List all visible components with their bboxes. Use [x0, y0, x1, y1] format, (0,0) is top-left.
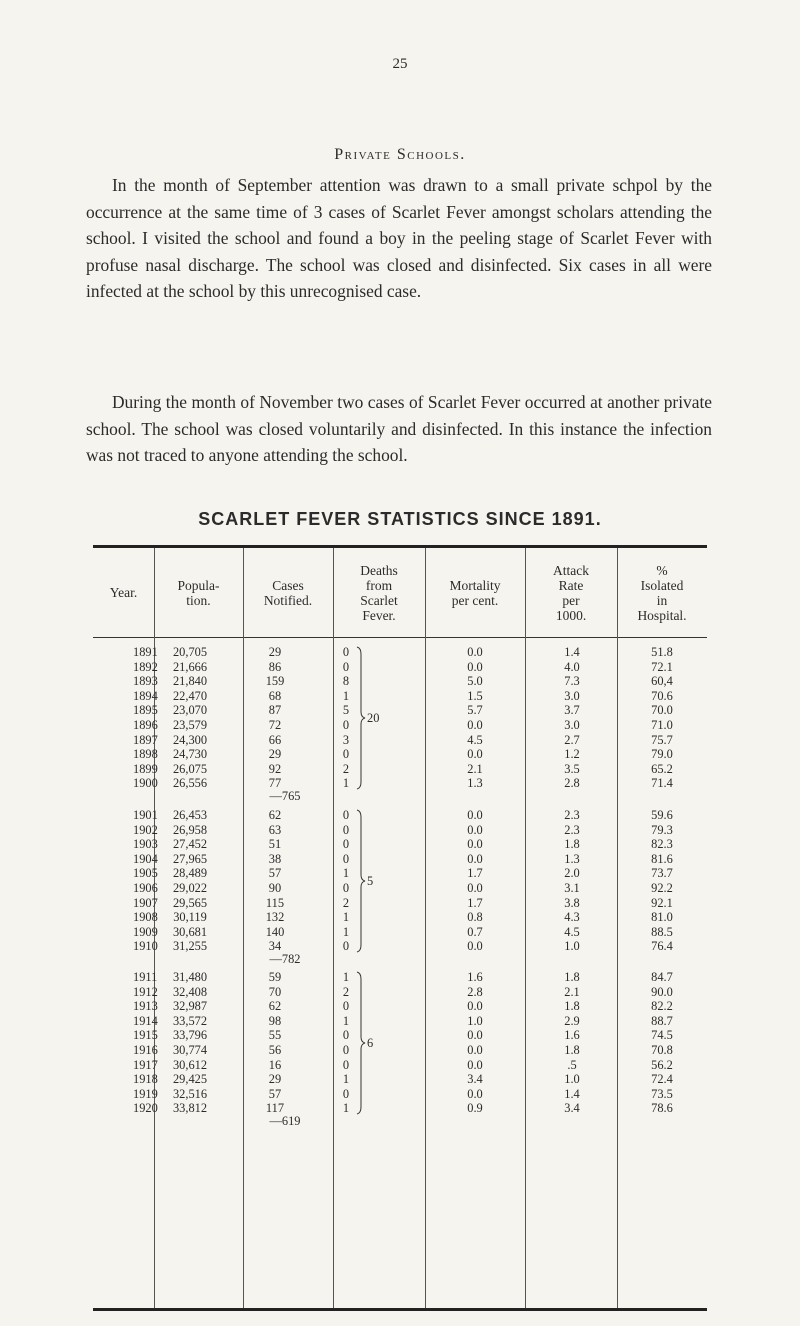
cell-mortality: 4.5 [467, 732, 483, 747]
deaths-group-total: 5 [367, 874, 374, 888]
cell-mortality: 0.9 [467, 1101, 483, 1116]
cell-mortality: 0.0 [467, 1086, 483, 1101]
cell-population: 29,425 [172, 1072, 208, 1087]
cell-attack-rate: 2.1 [564, 984, 580, 999]
cell-deaths: 1 [342, 1013, 350, 1028]
cell-isolated: 74.5 [651, 1028, 673, 1043]
cell-mortality: 3.4 [467, 1072, 483, 1087]
cell-population: 21,666 [172, 659, 208, 674]
column-divider [333, 548, 334, 1308]
cell-isolated: 60,4 [651, 674, 673, 689]
page-number: 25 [392, 56, 408, 72]
cell-deaths: 8 [342, 674, 350, 689]
cell-population: 27,965 [172, 851, 208, 866]
cell-isolated: 88.5 [651, 924, 673, 939]
cell-cases-notified: 90 [268, 881, 282, 895]
cell-attack-rate: 1.0 [564, 939, 580, 954]
cell-isolated: 82.3 [651, 837, 673, 852]
cell-attack-rate: 3.5 [564, 761, 580, 776]
cell-attack-rate: 3.1 [564, 881, 580, 895]
cell-cases-notified: 59 [268, 970, 282, 984]
cell-cases-notified: 117 [265, 1101, 285, 1116]
cell-population: 24,300 [172, 732, 208, 747]
cell-isolated: 56.2 [651, 1057, 673, 1072]
cell-cases-notified: 72 [268, 718, 282, 732]
cell-attack-rate: 1.0 [564, 1072, 580, 1087]
cell-cases-notified: 98 [268, 1013, 282, 1028]
cell-isolated: 71.4 [651, 776, 673, 791]
cell-year: 1903 [133, 837, 158, 852]
cell-deaths: 0 [342, 999, 350, 1014]
cell-isolated: 92.2 [651, 881, 673, 895]
cell-mortality: 5.0 [467, 674, 483, 689]
cell-cases-notified: 62 [268, 999, 282, 1014]
cell-cases-notified: 115 [265, 895, 285, 910]
cell-cases-notified: 159 [265, 674, 285, 689]
cell-cases-notified: 38 [268, 851, 282, 866]
cases-subtotal: —619 [269, 1114, 301, 1128]
cell-year: 1907 [133, 895, 158, 910]
cell-population: 24,730 [172, 747, 208, 762]
cell-mortality: 0.0 [467, 1043, 483, 1057]
deaths-group-brace [356, 971, 366, 1115]
cell-cases-notified: 66 [268, 732, 282, 747]
cell-isolated: 78.6 [651, 1101, 673, 1116]
cell-deaths: 1 [342, 1072, 350, 1087]
cell-mortality: 2.8 [467, 984, 483, 999]
cell-mortality: 2.1 [467, 761, 483, 776]
header-deaths: Deaths from Scarlet Fever. [360, 562, 398, 623]
cell-deaths: 0 [342, 645, 350, 659]
cell-deaths: 0 [342, 808, 350, 822]
cell-year: 1919 [133, 1086, 158, 1101]
cell-mortality: 0.0 [467, 659, 483, 674]
cell-cases-notified: 29 [268, 645, 282, 659]
cell-deaths: 1 [342, 924, 350, 939]
cases-subtotal: —765 [269, 789, 301, 803]
cell-isolated: 72.1 [651, 659, 673, 674]
cell-mortality: 1.0 [467, 1013, 483, 1028]
cell-cases-notified: 92 [268, 761, 282, 776]
cell-isolated: 73.5 [651, 1086, 673, 1101]
cell-attack-rate: 2.0 [564, 866, 580, 881]
cell-isolated: 76.4 [651, 939, 673, 954]
cell-deaths: 0 [342, 1057, 350, 1072]
cell-mortality: 1.5 [467, 688, 483, 703]
cell-deaths: 0 [342, 822, 350, 837]
cell-mortality: 1.7 [467, 895, 483, 910]
cell-isolated: 72.4 [651, 1072, 673, 1087]
cell-population: 26,453 [172, 808, 208, 822]
cell-cases-notified: 34 [268, 939, 282, 954]
cell-isolated: 75.7 [651, 732, 673, 747]
cell-year: 1918 [133, 1072, 158, 1087]
cell-isolated: 71.0 [651, 718, 673, 732]
cell-deaths: 0 [342, 1086, 350, 1101]
cell-mortality: 0.0 [467, 999, 483, 1014]
cell-population: 23,070 [172, 703, 208, 718]
cell-year: 1916 [133, 1043, 158, 1057]
column-divider [243, 548, 244, 1308]
cell-attack-rate: 3.8 [564, 895, 580, 910]
cell-deaths: 5 [342, 703, 350, 718]
cell-population: 26,958 [172, 822, 208, 837]
cell-isolated: 65.2 [651, 761, 673, 776]
cell-year: 1900 [133, 776, 158, 791]
cell-population: 31,255 [172, 939, 208, 954]
cell-deaths: 1 [342, 910, 350, 925]
cell-year: 1901 [133, 808, 158, 822]
cell-isolated: 81.0 [651, 910, 673, 925]
cell-year: 1913 [133, 999, 158, 1014]
cell-population: 26,075 [172, 761, 208, 776]
cell-mortality: 0.7 [467, 924, 483, 939]
cell-mortality: 0.0 [467, 881, 483, 895]
cell-deaths: 0 [342, 659, 350, 674]
cell-population: 29,022 [172, 881, 208, 895]
cell-isolated: 82.2 [651, 999, 673, 1014]
cell-deaths: 0 [342, 881, 350, 895]
cell-attack-rate: 4.3 [564, 910, 580, 925]
cell-attack-rate: 1.8 [564, 1043, 580, 1057]
cell-year: 1899 [133, 761, 158, 776]
cell-population: 30,681 [172, 924, 208, 939]
cell-year: 1902 [133, 822, 158, 837]
cell-year: 1891 [133, 645, 158, 659]
cell-year: 1896 [133, 718, 158, 732]
cell-cases-notified: 87 [268, 703, 282, 718]
cell-year: 1909 [133, 924, 158, 939]
cell-year: 1904 [133, 851, 158, 866]
cell-deaths: 0 [342, 1043, 350, 1057]
cell-attack-rate: 1.6 [564, 1028, 580, 1043]
cell-cases-notified: 140 [265, 924, 285, 939]
header-isolated: % Isolated in Hospital. [637, 562, 687, 623]
cell-isolated: 90.0 [651, 984, 673, 999]
cell-mortality: 1.3 [467, 776, 483, 791]
cell-isolated: 79.3 [651, 822, 673, 837]
cell-deaths: 1 [342, 866, 350, 881]
cell-deaths: 2 [342, 984, 350, 999]
deaths-group-brace [356, 646, 366, 790]
table-bottom-rule [93, 1308, 707, 1311]
cell-population: 33,796 [172, 1028, 208, 1043]
cell-cases-notified: 62 [268, 808, 282, 822]
header-attack-rate: Attack Rate per 1000. [553, 562, 589, 623]
cell-deaths: 1 [342, 776, 350, 791]
cell-cases-notified: 55 [268, 1028, 282, 1043]
cell-year: 1914 [133, 1013, 158, 1028]
cell-population: 30,774 [172, 1043, 208, 1057]
cell-year: 1897 [133, 732, 158, 747]
column-divider [617, 548, 618, 1308]
cell-isolated: 70.0 [651, 703, 673, 718]
cell-mortality: 1.7 [467, 866, 483, 881]
cell-isolated: 70.6 [651, 688, 673, 703]
cell-deaths: 2 [342, 761, 350, 776]
cell-attack-rate: 1.4 [564, 1086, 580, 1101]
cell-mortality: 0.0 [467, 645, 483, 659]
cell-year: 1906 [133, 881, 158, 895]
cell-deaths: 0 [342, 1028, 350, 1043]
cell-attack-rate: 3.0 [564, 718, 580, 732]
cell-mortality: 0.0 [467, 808, 483, 822]
table-header-rule [93, 637, 707, 638]
cell-year: 1898 [133, 747, 158, 762]
cell-deaths: 1 [342, 688, 350, 703]
cell-deaths: 1 [342, 1101, 350, 1116]
cell-cases-notified: 16 [268, 1057, 282, 1072]
cell-cases-notified: 29 [268, 1072, 282, 1087]
cell-mortality: 0.0 [467, 851, 483, 866]
cell-attack-rate: 7.3 [564, 674, 580, 689]
cell-deaths: 0 [342, 851, 350, 866]
cell-population: 33,572 [172, 1013, 208, 1028]
cell-mortality: 0.0 [467, 747, 483, 762]
cell-attack-rate: 2.3 [564, 822, 580, 837]
cell-attack-rate: 4.5 [564, 924, 580, 939]
cell-cases-notified: 132 [265, 910, 285, 925]
header-population: Popula- tion. [177, 577, 220, 608]
cell-deaths: 0 [342, 939, 350, 954]
cell-attack-rate: 2.3 [564, 808, 580, 822]
cell-population: 23,579 [172, 718, 208, 732]
cell-deaths: 0 [342, 718, 350, 732]
cell-attack-rate: 1.8 [564, 999, 580, 1014]
cell-population: 30,119 [173, 910, 207, 925]
cases-subtotal: —782 [269, 952, 301, 966]
cell-isolated: 51.8 [651, 645, 673, 659]
cell-mortality: 0.0 [467, 1028, 483, 1043]
cell-attack-rate: 4.0 [564, 659, 580, 674]
cell-population: 31,480 [172, 970, 208, 984]
cell-isolated: 81.6 [651, 851, 673, 866]
cell-year: 1911 [133, 970, 158, 984]
deaths-group-brace [356, 809, 366, 953]
cell-deaths: 1 [342, 970, 350, 984]
cell-attack-rate: 1.8 [564, 970, 580, 984]
cell-year: 1912 [133, 984, 158, 999]
cell-cases-notified: 86 [268, 659, 282, 674]
cell-mortality: 1.6 [467, 970, 483, 984]
cell-mortality: 0.0 [467, 718, 483, 732]
paragraph-private-school-september: In the month of September attention was drawn to a small private schpol by the occurrence at the same time of 3 cases of Scarlet Fever amongst scholars attending the school. I visited the school and found a boy in the peeling stage of Scarlet Fever with profuse nasal discharge. The school was closed and disinfected. Six cases in all were infected at the school by this unrecognised case. [86, 175, 712, 301]
cell-deaths: 0 [342, 747, 350, 762]
cell-cases-notified: 51 [268, 837, 282, 852]
cell-population: 30,612 [172, 1057, 208, 1072]
cell-population: 32,408 [172, 984, 208, 999]
cell-cases-notified: 29 [268, 747, 282, 762]
cell-attack-rate: .5 [567, 1057, 577, 1072]
cell-year: 1917 [133, 1057, 158, 1072]
table-title: SCARLET FEVER STATISTICS SINCE 1891. [198, 509, 602, 529]
cell-deaths: 2 [342, 895, 350, 910]
cell-attack-rate: 2.7 [564, 732, 580, 747]
cell-population: 29,565 [172, 895, 208, 910]
cell-year: 1905 [133, 866, 158, 881]
cell-deaths: 3 [342, 732, 350, 747]
cell-cases-notified: 77 [268, 776, 282, 791]
cell-attack-rate: 3.4 [564, 1101, 580, 1116]
cell-cases-notified: 57 [268, 1086, 282, 1101]
cell-year: 1915 [133, 1028, 158, 1043]
cell-attack-rate: 1.8 [564, 837, 580, 852]
cell-isolated: 59.6 [651, 808, 673, 822]
cell-attack-rate: 1.4 [564, 645, 580, 659]
cell-mortality: 0.0 [467, 822, 483, 837]
cell-year: 1892 [133, 659, 158, 674]
cell-year: 1920 [133, 1101, 158, 1116]
cell-mortality: 0.0 [467, 837, 483, 852]
cell-year: 1910 [133, 939, 158, 954]
cell-population: 20,705 [172, 645, 208, 659]
column-divider [525, 548, 526, 1308]
cell-isolated: 92.1 [651, 895, 673, 910]
header-year: Year. [109, 585, 138, 600]
cell-attack-rate: 3.0 [564, 688, 580, 703]
header-mortality: Mortality per cent. [449, 577, 501, 608]
cell-year: 1894 [133, 688, 158, 703]
cell-population: 32,987 [172, 999, 208, 1014]
header-cases-notified: Cases Notified. [263, 577, 313, 608]
cell-population: 26,556 [172, 776, 208, 791]
paragraph-private-school-november: During the month of November two cases of Scarlet Fever occurred at another private school. The school was closed voluntarily and disinfected. In this instance the infection was not traced to anyone attending the school. [86, 392, 712, 465]
cell-population: 22,470 [172, 688, 208, 703]
cell-attack-rate: 2.8 [564, 776, 580, 791]
column-divider [425, 548, 426, 1308]
cell-isolated: 79.0 [651, 747, 673, 762]
cell-year: 1895 [133, 703, 158, 718]
deaths-group-total: 20 [367, 711, 380, 725]
cell-population: 33,812 [172, 1101, 208, 1116]
cell-cases-notified: 57 [268, 866, 282, 881]
cell-mortality: 0.8 [467, 910, 483, 925]
cell-cases-notified: 70 [268, 984, 282, 999]
cell-mortality: 5.7 [467, 703, 483, 718]
cell-year: 1908 [133, 910, 158, 925]
cell-isolated: 88.7 [651, 1013, 673, 1028]
cell-mortality: 0.0 [467, 1057, 483, 1072]
cell-year: 1893 [133, 674, 158, 689]
section-title: Private Schools. [334, 146, 466, 163]
cell-attack-rate: 1.2 [564, 747, 580, 762]
cell-mortality: 0.0 [467, 939, 483, 954]
cell-population: 32,516 [172, 1086, 208, 1101]
cell-population: 21,840 [172, 674, 208, 689]
cell-population: 28,489 [172, 866, 208, 881]
cell-cases-notified: 56 [268, 1043, 282, 1057]
cell-isolated: 70.8 [651, 1043, 673, 1057]
cell-isolated: 73.7 [651, 866, 673, 881]
cell-cases-notified: 68 [268, 688, 282, 703]
cell-cases-notified: 63 [268, 822, 282, 837]
cell-attack-rate: 2.9 [564, 1013, 580, 1028]
deaths-group-total: 6 [367, 1036, 374, 1050]
cell-attack-rate: 3.7 [564, 703, 580, 718]
cell-deaths: 0 [342, 837, 350, 852]
scarlet-fever-statistics-table [93, 545, 707, 1313]
cell-isolated: 84.7 [651, 970, 673, 984]
cell-attack-rate: 1.3 [564, 851, 580, 866]
cell-population: 27,452 [172, 837, 208, 852]
